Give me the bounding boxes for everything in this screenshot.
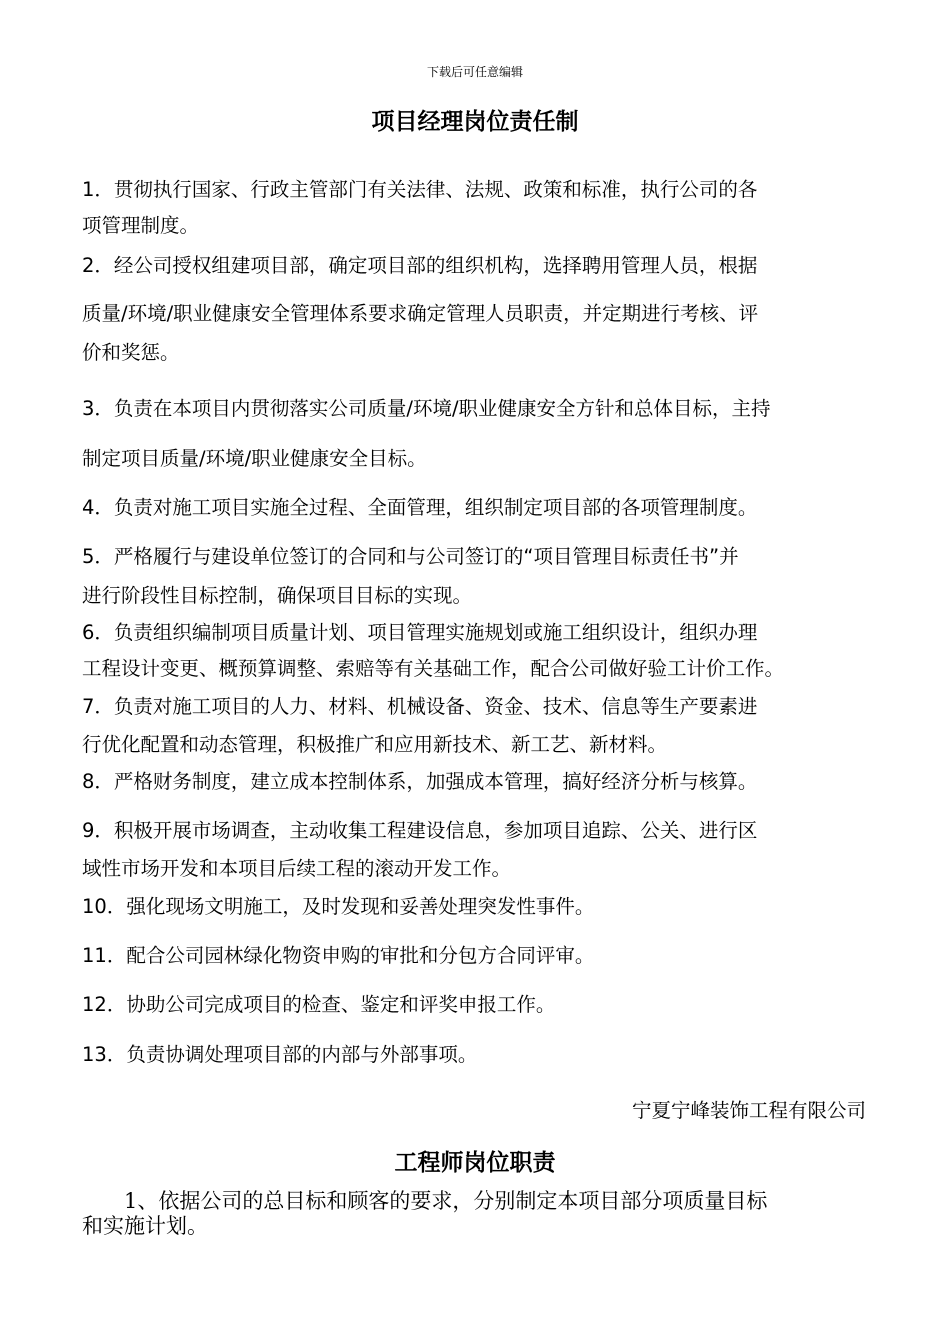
section-line: 1、依据公司的总目标和顾客的要求，分别制定本项目部分项质量目标 [82,1189,768,1213]
duty-line: 4．负责对施工项目实施全过程、全面管理，组织制定项目部的各项管理制度。 [82,496,758,519]
duty-line: 项管理制度。 [82,214,200,237]
duty-line: 域性市场开发和本项目后续工程的滚动开发工作。 [82,857,512,880]
section-title: 工程师岗位职责 [394,1150,556,1176]
duty-line: 价和奖惩。 [82,341,180,364]
duty-line: 3．负责在本项目内贯彻落实公司质量/环境/职业健康安全方针和总体目标，主持 [82,397,771,420]
duty-line: 12．协助公司完成项目的检查、鉴定和评奖申报工作。 [82,993,556,1016]
duty-line: 6．负责组织编制项目质量计划、项目管理实施规划或施工组织设计，组织办理 [82,621,758,644]
duty-line: 13．负责协调处理项目部的内部与外部事项。 [82,1043,478,1066]
duty-line: 11．配合公司园林绿化物资申购的审批和分包方合同评审。 [82,944,595,967]
duty-line: 工程设计变更、概预算调整、索赔等有关基础工作，配合公司做好验工计价工作。 [82,657,785,680]
duty-line: 9．积极开展市场调查，主动收集工程建设信息，参加项目追踪、公关、进行区 [82,819,758,842]
section-line: 和实施计划。 [82,1214,208,1238]
duty-line: 行优化配置和动态管理，积极推广和应用新技术、新工艺、新材料。 [82,733,668,756]
duty-line: 质量/环境/职业健康安全管理体系要求确定管理人员职责，并定期进行考核、评 [82,302,759,325]
duty-line: 10．强化现场文明施工，及时发现和妥善处理突发性事件。 [82,895,595,918]
duty-line: 8．严格财务制度，建立成本控制体系，加强成本管理，搞好经济分析与核算。 [82,770,758,793]
page-title: 项目经理岗位责任制 [371,109,579,135]
duty-line: 1．贯彻执行国家、行政主管部门有关法律、法规、政策和标准，执行公司的各 [82,178,758,201]
duty-line: 7．负责对施工项目的人力、材料、机械设备、资金、技术、信息等生产要素进 [82,695,758,718]
duty-line: 2．经公司授权组建项目部，确定项目部的组织机构，选择聘用管理人员，根据 [82,254,758,277]
duty-line: 进行阶段性目标控制，确保项目目标的实现。 [82,584,473,607]
duty-line: 制定项目质量/环境/职业健康安全目标。 [82,447,427,470]
header-note: 下载后可任意编辑 [426,65,523,79]
company-name: 宁夏宁峰装饰工程有限公司 [631,1099,866,1122]
duty-line: 5．严格履行与建设单位签订的合同和与公司签订的“项目管理目标责任书”并 [82,545,739,568]
